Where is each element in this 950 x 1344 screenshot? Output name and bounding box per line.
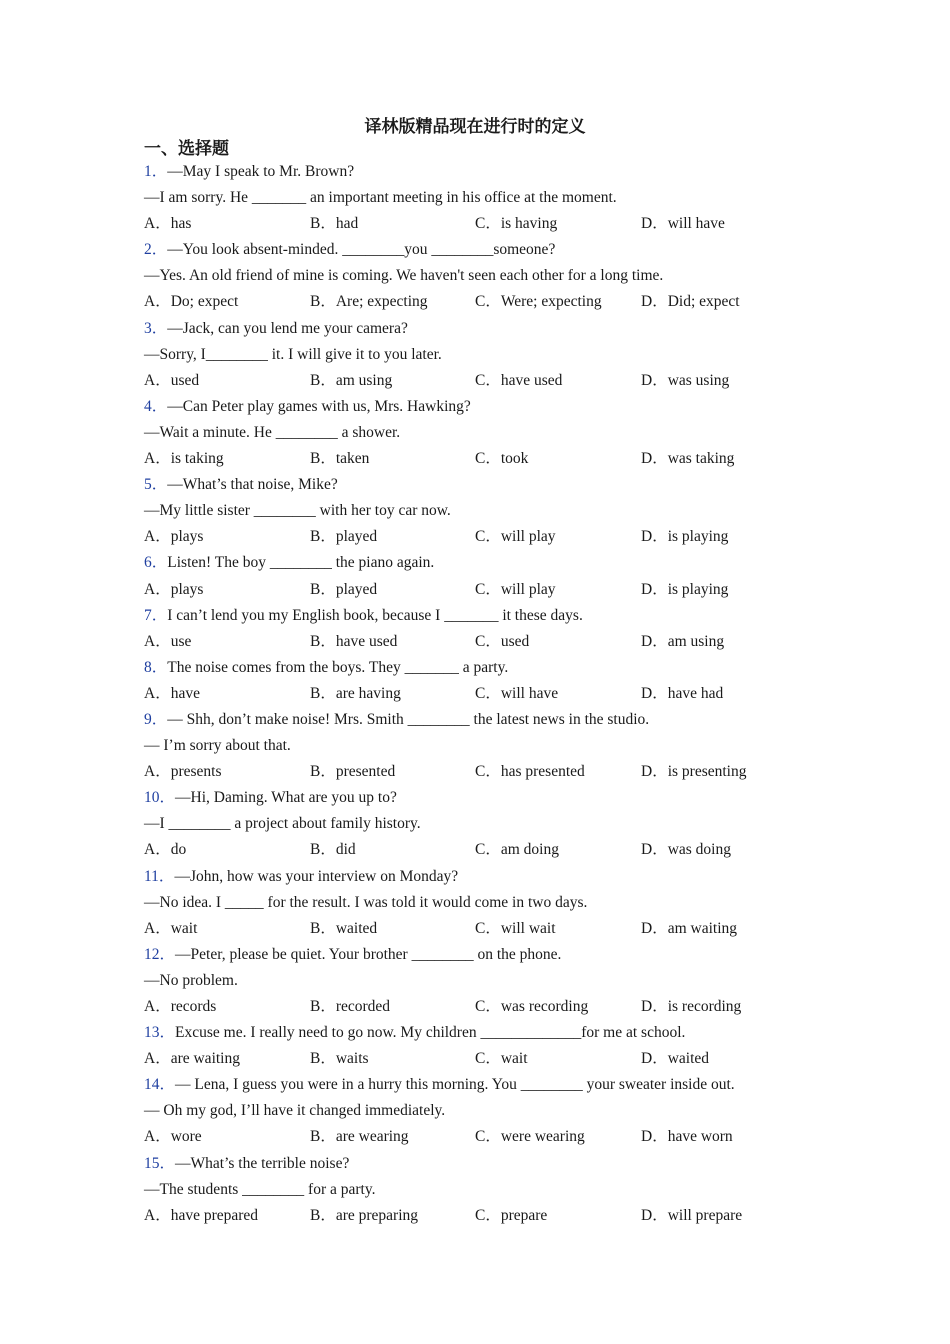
question-item (144, 472, 844, 550)
question-text: — I’m sorry about that. (144, 737, 291, 755)
question-text: —Jack, can you lend me your camera? (167, 319, 408, 337)
option-c[interactable]: C．will play (475, 580, 556, 598)
question-item (144, 1020, 844, 1072)
question-text: —Wait a minute. He ________ a shower. (144, 423, 401, 441)
option-b[interactable]: B．played (310, 528, 378, 546)
option-b[interactable]: B．had (310, 215, 359, 233)
question-stem (144, 785, 844, 811)
option-a[interactable]: A．are waiting (144, 1050, 240, 1068)
question-text: —Hi, Daming. What are you up to? (175, 789, 397, 807)
question-stem (144, 472, 844, 498)
question-line (144, 1098, 844, 1124)
question-number: 7． (144, 606, 168, 624)
answer-options (144, 681, 844, 707)
option-b[interactable]: B．recorded (310, 998, 391, 1015)
option-b[interactable]: B．presented (310, 763, 396, 781)
answer-options (144, 1124, 844, 1150)
question-stem (144, 1020, 844, 1046)
option-a[interactable]: A．do (144, 841, 187, 859)
option-b[interactable]: B．played (310, 580, 378, 598)
option-d[interactable]: D．am using (641, 632, 725, 650)
question-stem (144, 159, 844, 185)
option-c[interactable]: C．will play (475, 528, 556, 546)
option-b[interactable]: B．taken (310, 450, 370, 468)
option-c[interactable]: C．took (475, 450, 529, 468)
question-item (144, 237, 844, 315)
option-c[interactable]: C．will wait (475, 919, 556, 937)
question-list (144, 159, 844, 1229)
option-c[interactable]: C．Were; expecting (475, 293, 602, 311)
question-line (144, 733, 844, 759)
answer-options (144, 1046, 844, 1072)
option-a[interactable]: A．has (144, 215, 192, 233)
answer-options (144, 211, 844, 237)
question-number: 8． (144, 658, 168, 676)
section-heading: 一、选择题 (144, 139, 229, 159)
answer-options (144, 759, 844, 785)
document-title: 译林版精品现在进行时的定义 (364, 117, 586, 137)
question-text: —Sorry, I________ it. I will give it to you later. (144, 345, 442, 363)
question-item (144, 550, 844, 602)
question-text: —What’s that noise, Mike? (167, 476, 338, 494)
question-item (144, 942, 844, 1020)
question-text: —What’s the terrible noise? (175, 1154, 350, 1172)
option-c[interactable]: C．wait (475, 1050, 528, 1068)
option-d[interactable]: D．was using (641, 371, 730, 389)
option-c[interactable]: C．will have (475, 684, 559, 702)
answer-options (144, 289, 844, 315)
question-line (144, 1177, 844, 1203)
question-item (144, 316, 844, 394)
question-text: —You look absent-minded. ________you ________someone? (167, 241, 556, 259)
question-stem (144, 655, 844, 681)
option-d[interactable]: D．have worn (641, 1128, 733, 1146)
question-line (144, 342, 844, 368)
answer-options (144, 368, 844, 394)
question-number: 4． (144, 397, 168, 415)
option-a[interactable]: A．presents (144, 763, 222, 781)
option-a[interactable]: A．wore (144, 1128, 202, 1146)
question-number: 12． (144, 945, 176, 963)
answer-options (144, 994, 844, 1020)
question-number: 3． (144, 319, 168, 337)
option-b[interactable]: B．am using (310, 371, 393, 389)
option-b[interactable]: B．waits (310, 1050, 369, 1068)
question-stem (144, 1072, 844, 1098)
question-text: —No idea. I _____ for the result. I was told it would come in two days. (144, 893, 588, 911)
question-text: —I ________ a project about family history. (144, 815, 421, 833)
option-b[interactable]: B．are wearing (310, 1128, 409, 1146)
option-a[interactable]: A．use (144, 632, 192, 650)
question-line (144, 185, 844, 211)
answer-options (144, 837, 844, 863)
question-line (144, 968, 844, 994)
question-text: —The students ________ for a party. (144, 1180, 376, 1198)
question-item (144, 785, 844, 863)
question-text: —I am sorry. He _______ an important meeting in his office at the moment. (144, 189, 617, 207)
answer-options (144, 446, 844, 472)
option-b[interactable]: B．did (310, 841, 356, 859)
question-stem (144, 316, 844, 342)
question-number: 13． (144, 1024, 176, 1042)
option-a[interactable]: A．have (144, 684, 200, 702)
option-a[interactable]: A．is taking (144, 450, 224, 468)
question-item (144, 1072, 844, 1150)
question-item (144, 394, 844, 472)
answer-options (144, 916, 844, 942)
option-d[interactable]: D．waited (641, 1050, 710, 1068)
question-stem (144, 603, 844, 629)
question-stem (144, 942, 844, 968)
question-stem (144, 864, 844, 890)
question-item (144, 864, 844, 942)
question-item (144, 159, 844, 237)
answer-options (144, 524, 844, 550)
question-line (144, 811, 844, 837)
question-stem (144, 550, 844, 576)
question-item (144, 603, 844, 655)
option-a[interactable]: A．plays (144, 580, 204, 598)
question-text: —Peter, please be quiet. Your brother ________ on the phone. (175, 945, 562, 963)
option-d[interactable]: D．is presenting (641, 763, 747, 781)
option-d[interactable]: D．am waiting (641, 919, 737, 937)
question-line (144, 890, 844, 916)
option-c[interactable]: C．am doing (475, 841, 559, 859)
question-text: —My little sister ________ with her toy car now. (144, 502, 451, 520)
option-d[interactable]: D．have had (641, 684, 724, 702)
question-stem (144, 394, 844, 420)
option-b[interactable]: B．waited (310, 919, 378, 937)
question-stem (144, 237, 844, 263)
option-d[interactable]: D．was taking (641, 450, 735, 468)
question-text: — Shh, don’t make noise! Mrs. Smith ________ the latest news in the studio. (167, 710, 650, 728)
question-number: 6． (144, 554, 168, 572)
option-c[interactable]: C．used (475, 632, 530, 650)
option-d[interactable]: D．will prepare (641, 1206, 743, 1224)
question-text: —John, how was your interview on Monday? (174, 867, 459, 885)
answer-options (144, 577, 844, 603)
option-c[interactable]: C．were wearing (475, 1128, 585, 1146)
question-text: The noise comes from the boys. They _______ a party. (167, 658, 509, 676)
question-item (144, 655, 844, 707)
question-text: —Yes. An old friend of mine is coming. We haven't seen each other for a long time. (144, 267, 664, 285)
option-a[interactable]: A．Do; expect (144, 293, 239, 311)
question-stem (144, 1151, 844, 1177)
question-number: 5． (144, 476, 168, 494)
option-d[interactable]: D．is playing (641, 528, 729, 546)
option-b[interactable]: B．have used (310, 632, 398, 650)
option-a[interactable]: A．used (144, 371, 200, 389)
option-d[interactable]: D．is recording (641, 998, 742, 1015)
option-a[interactable]: A．records (144, 998, 217, 1015)
question-text: Listen! The boy ________ the piano again. (167, 554, 435, 572)
option-c[interactable]: C．has presented (475, 763, 585, 781)
answer-options (144, 629, 844, 655)
question-text: —No problem. (144, 971, 238, 989)
question-number: 9． (144, 710, 168, 728)
question-line (144, 263, 844, 289)
question-text: — Oh my god, I’ll have it changed immediately. (144, 1102, 446, 1120)
question-item (144, 707, 844, 785)
option-c[interactable]: C．was recording (475, 998, 589, 1015)
question-item (144, 1151, 844, 1229)
question-number: 10． (144, 789, 176, 807)
question-number: 14． (144, 1076, 176, 1094)
answer-options (144, 1203, 844, 1229)
option-b[interactable]: B．are having (310, 684, 401, 702)
question-text: I can’t lend you my English book, because I _______ it these days. (167, 606, 583, 624)
option-d[interactable]: D．is playing (641, 580, 729, 598)
option-b[interactable]: B．are preparing (310, 1206, 419, 1224)
question-stem (144, 707, 844, 733)
option-d[interactable]: D．will have (641, 215, 725, 233)
option-d[interactable]: D．was doing (641, 841, 731, 859)
question-number: 1． (144, 163, 168, 180)
option-a[interactable]: A．wait (144, 919, 198, 937)
question-text: —May I speak to Mr. Brown? (167, 163, 355, 180)
option-c[interactable]: C．is having (475, 215, 558, 233)
question-text: —Can Peter play games with us, Mrs. Hawking? (167, 397, 471, 415)
option-a[interactable]: A．plays (144, 528, 204, 546)
option-c[interactable]: C．have used (475, 371, 563, 389)
question-text: — Lena, I guess you were in a hurry this morning. You ________ your sweater inside out. (175, 1076, 735, 1094)
question-line (144, 498, 844, 524)
question-text: Excuse me. I really need to go now. My children _____________for me at school. (175, 1024, 686, 1042)
option-c[interactable]: C．prepare (475, 1206, 548, 1224)
question-number: 11． (144, 867, 175, 885)
option-a[interactable]: A．have prepared (144, 1206, 259, 1224)
question-line (144, 420, 844, 446)
option-d[interactable]: D．Did; expect (641, 293, 740, 311)
question-number: 15． (144, 1154, 176, 1172)
option-b[interactable]: B．Are; expecting (310, 293, 428, 311)
question-number: 2． (144, 241, 168, 259)
